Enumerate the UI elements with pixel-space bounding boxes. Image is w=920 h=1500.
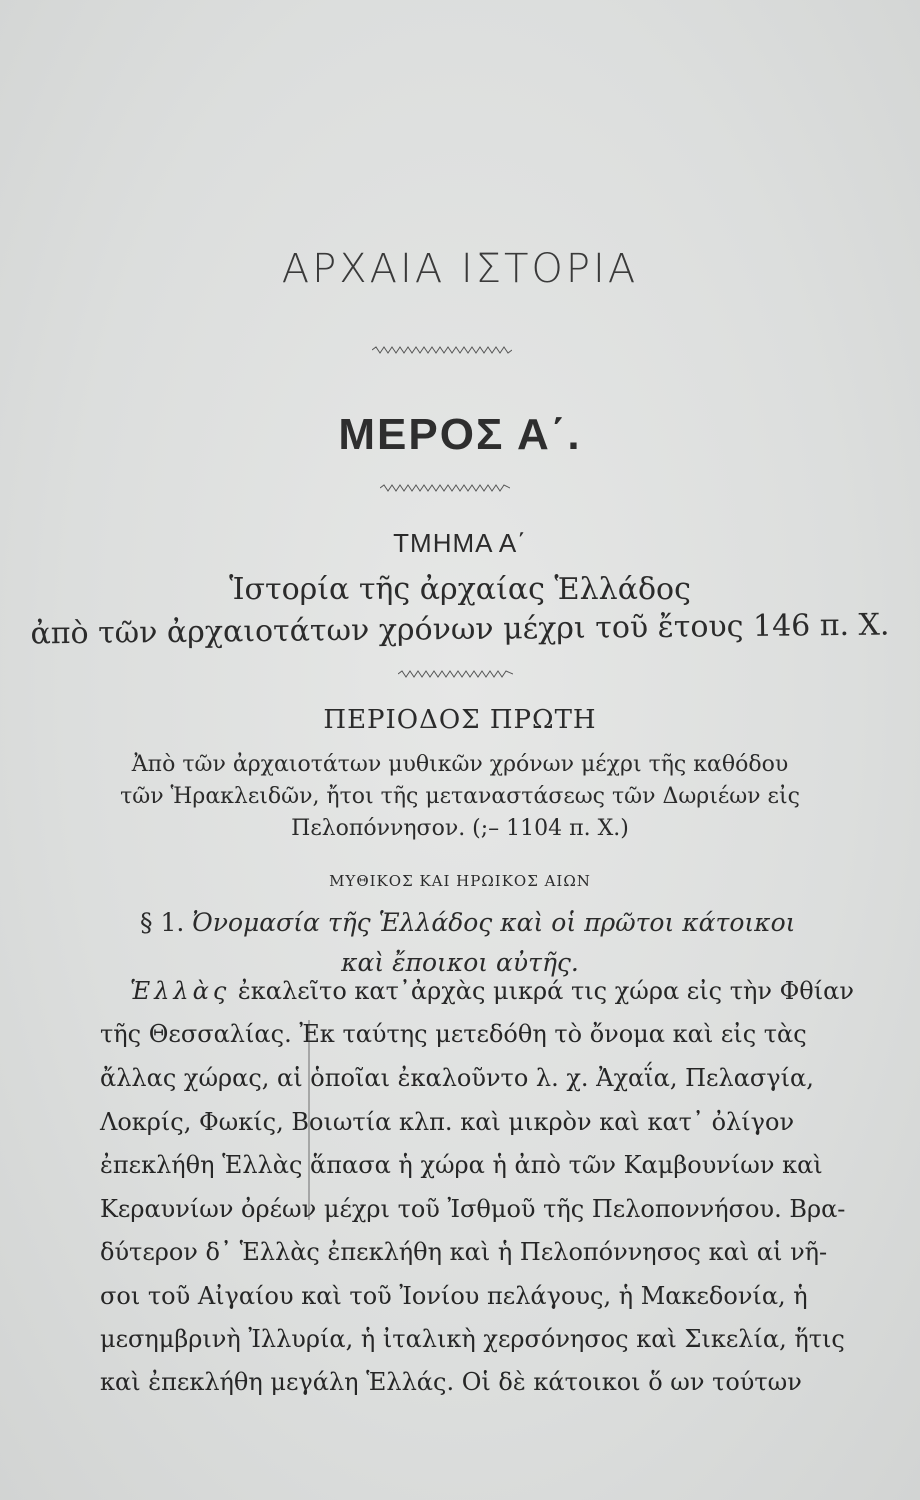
body-line: μεσημβρινὴ Ἰλλυρία, ἡ ἰταλικὴ χερσόνησος καὶ Σικελία, ἥτις bbox=[100, 1325, 845, 1353]
body-line: τῆς Θεσσαλίας. Ἐκ ταύτης μετεδόθη τὸ ὄνομα καὶ εἰς τὰς bbox=[100, 1020, 807, 1048]
body-line: καὶ ἐπεκλήθη μεγάλη Ἑλλάς. Οἱ δὲ κάτοικοι ὅ ων τούτων bbox=[100, 1368, 802, 1396]
paragraph-heading bbox=[140, 908, 795, 937]
body-line: ἐπεκλήθη Ἑλλὰς ἅπασα ἡ χώρα ἡ ἀπὸ τῶν Καμβουνίων καὶ bbox=[100, 1151, 823, 1179]
book-title: ΑΡΧΑΙΑ ΙΣΤΟΡΙΑ bbox=[281, 246, 639, 292]
period-description-line: Πελοπόννησον. (;– 1104 π. Χ.) bbox=[291, 816, 629, 841]
paragraph-heading-line2: καὶ ἔποικοι αὐτῆς. bbox=[341, 948, 579, 977]
print-crease-mark bbox=[308, 1020, 310, 1220]
body-line bbox=[130, 977, 854, 1005]
ornamental-divider-2 bbox=[380, 484, 510, 492]
period-heading: ΠΕΡΙΟΔΟΣ ΠΡΩΤΗ bbox=[323, 705, 597, 735]
body-line: Λοκρίς, Φωκίς, Βοιωτία κλπ. καὶ μικρὸν καὶ κατ᾽ ὀλίγον bbox=[100, 1108, 795, 1136]
ornamental-divider-1 bbox=[372, 346, 512, 354]
part-heading: ΜΕΡΟΣ Α΄. bbox=[338, 410, 582, 459]
body-line: δύτερον δ᾽ Ἑλλὰς ἐπεκλήθη καὶ ἡ Πελοπόννησος καὶ αἱ νῆ- bbox=[100, 1238, 828, 1266]
section-subtitle-line2: ἀπὸ τῶν ἀρχαιοτάτων χρόνων μέχρι τοῦ ἔτους 146 π. Χ. bbox=[30, 607, 890, 652]
age-heading: ΜΥΘΙΚΟΣ ΚΑΙ ΗΡΩΙΚΟΣ ΑΙΩΝ bbox=[329, 872, 591, 890]
ornamental-divider-3 bbox=[398, 670, 513, 678]
period-description-line: Ἀπὸ τῶν ἀρχαιοτάτων μυθικῶν χρόνων μέχρι τῆς καθόδου bbox=[131, 752, 789, 777]
body-line-text: ἐκαλεῖτο κατ᾽ἀρχὰς μικρά τις χώρα εἰς τὴν Φθίαν bbox=[237, 977, 854, 1005]
body-line: Κεραυνίων ὀρέων μέχρι τοῦ Ἰσθμοῦ τῆς Πελοποννήσου. Βρα- bbox=[100, 1195, 846, 1223]
section-heading: ΤΜΗΜΑ Α΄ bbox=[393, 528, 527, 558]
period-description-line: τῶν Ἡρακλειδῶν, ἤτοι τῆς μεταναστάσεως τῶν Δωριέων εἰς bbox=[120, 784, 800, 809]
paragraph-heading-text: Ὀνομασία τῆς Ἑλλάδος καὶ οἱ πρῶτοι κάτοικοι bbox=[192, 908, 796, 937]
paragraph-number: § 1. bbox=[140, 908, 185, 937]
body-line: ἄλλας χώρας, αἱ ὁποῖαι ἐκαλοῦντο λ. χ. Ἀχαΐα, Πελασγία, bbox=[100, 1064, 814, 1092]
section-subtitle-line1: Ἱστορία τῆς ἀρχαίας Ἑλλάδος bbox=[229, 572, 691, 607]
lead-word: Ἑλλὰς bbox=[130, 977, 231, 1005]
body-line: σοι τοῦ Αἰγαίου καὶ τοῦ Ἰονίου πελάγους, ἡ Μακεδονία, ἡ bbox=[100, 1282, 808, 1310]
